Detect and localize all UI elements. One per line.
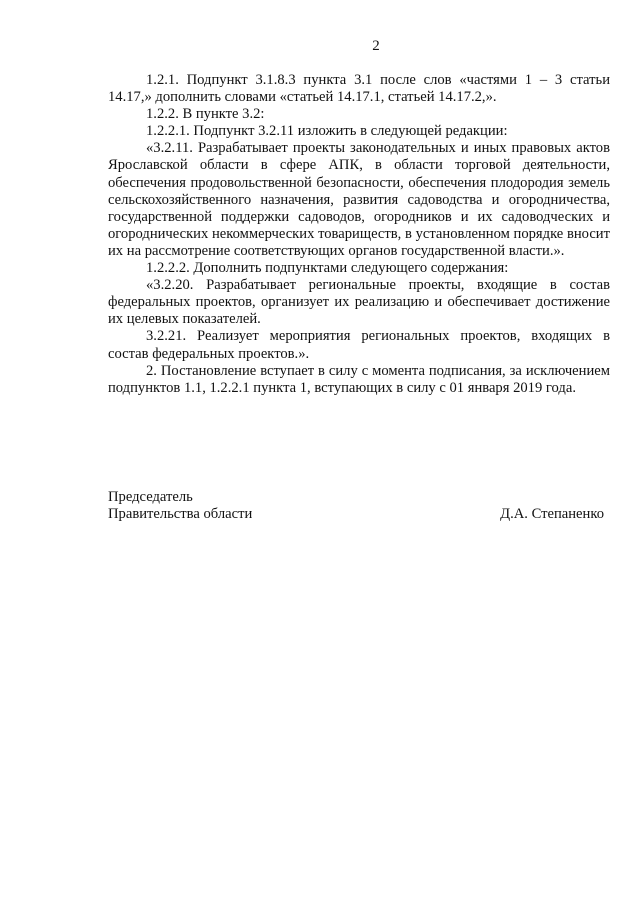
paragraph-3-2-21: 3.2.21. Реализует мероприятия региональных проектов, входящих в состав федеральных проектов.». xyxy=(108,328,610,362)
signatory-title-line2: Правительства области xyxy=(108,506,253,523)
paragraph-3-2-20: «3.2.20. Разрабатывает региональные проекты, входящие в состав федеральных проектов, организует их реализацию и обеспечивает достижение их целевых показателей. xyxy=(108,277,610,328)
paragraph-3-2-11: «3.2.11. Разрабатывает проекты законодательных и иных правовых актов Ярославской области в сфере АПК, в области торговой деятельности, обеспечения продовольственной безопасности, обеспечения плодородия земель сельскохозяйственного назначения, развития садоводства и огородничества, государственной поддержки садоводов, огородников и их садоводческих и огороднических некоммерческих товариществ, в установленном порядке вносит их на рассмотрение соответствующих органов государственной власти.». xyxy=(108,140,610,259)
page-number: 2 xyxy=(372,38,380,54)
document-body xyxy=(108,72,610,397)
signature-block xyxy=(108,489,604,523)
signature-line xyxy=(108,506,604,523)
paragraph-1-2-1: 1.2.1. Подпункт 3.1.8.3 пункта 3.1 после слов «частями 1 – 3 статьи 14.17,» дополнить словами «статьей 14.17.1, статьей 14.17.2,». xyxy=(108,72,610,106)
paragraph-1-2-2-2: 1.2.2.2. Дополнить подпунктами следующего содержания: xyxy=(146,260,509,277)
signatory-title-line1: Председатель xyxy=(108,489,193,505)
signatory-name: Д.А. Степаненко xyxy=(500,506,604,523)
paragraph-2: 2. Постановление вступает в силу с момента подписания, за исключением подпунктов 1.1, 1.2.2.1 пункта 1, вступающих в силу с 01 января 2019 года. xyxy=(108,362,610,396)
paragraph-1-2-2-1: 1.2.2.1. Подпункт 3.2.11 изложить в следующей редакции: xyxy=(146,123,508,140)
paragraph-1-2-2: 1.2.2. В пункте 3.2: xyxy=(146,106,265,123)
